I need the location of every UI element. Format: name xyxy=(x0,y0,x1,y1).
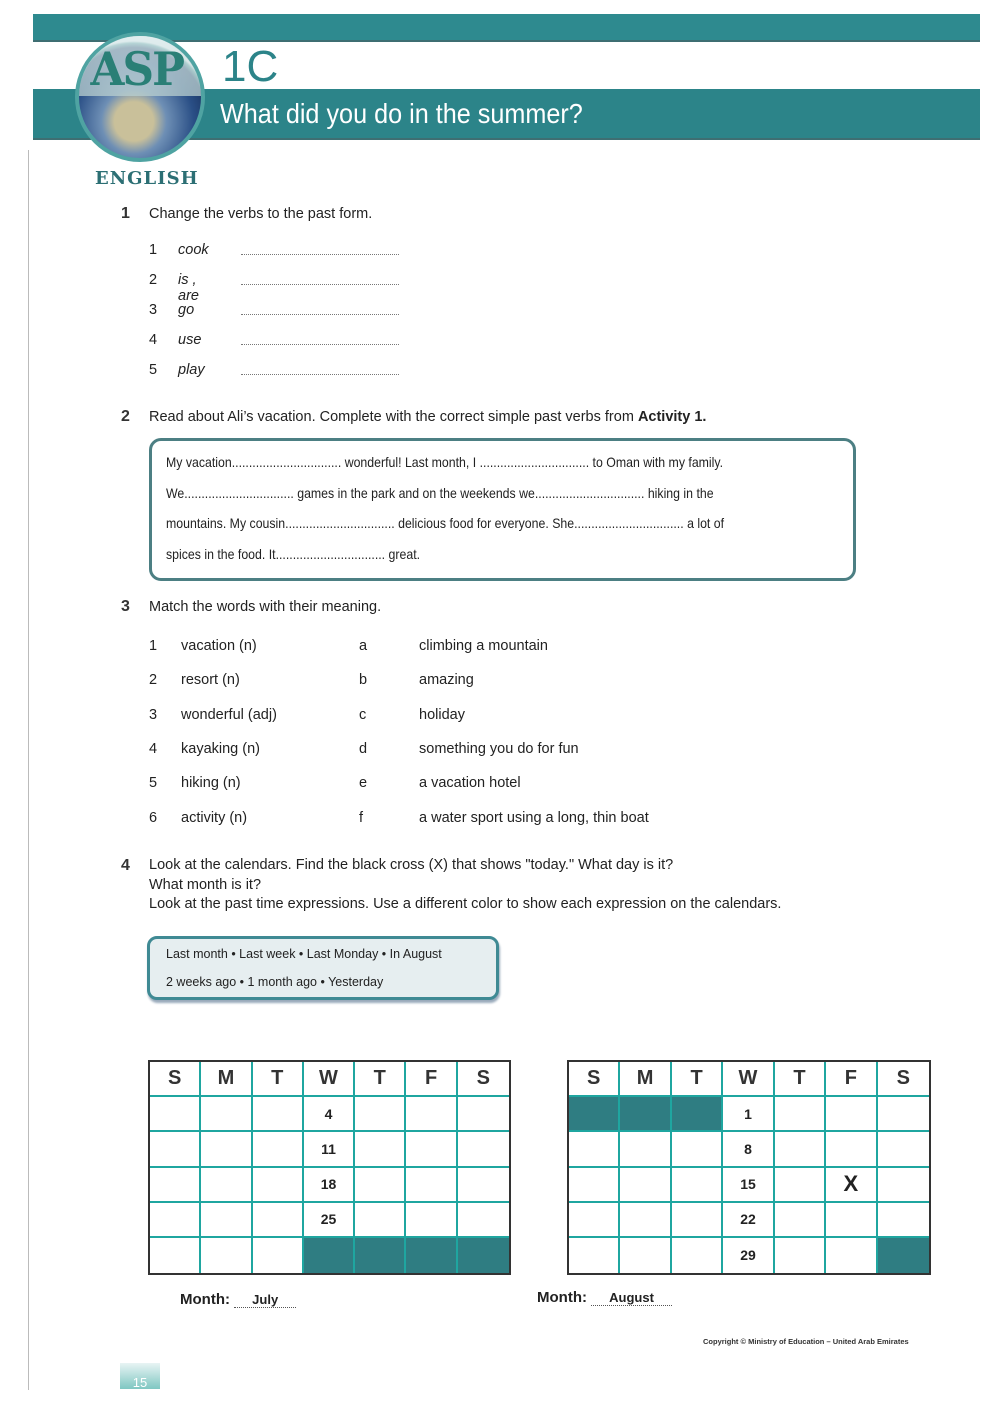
day-cell[interactable] xyxy=(775,1168,826,1203)
meaning-letter: d xyxy=(359,740,368,757)
month-label: Month: xyxy=(537,1289,587,1306)
day-cell[interactable]: 4 xyxy=(304,1097,355,1132)
match-row xyxy=(149,775,709,797)
day-cell[interactable] xyxy=(253,1097,304,1132)
day-cell[interactable]: 8 xyxy=(723,1132,774,1167)
day-cell[interactable]: 11 xyxy=(304,1132,355,1167)
item-number: 1 xyxy=(149,242,158,258)
activity-instruction xyxy=(149,409,706,425)
logo-text: ASP xyxy=(90,42,184,96)
activity-reference: Activity 1. xyxy=(637,409,707,425)
meaning[interactable]: a vacation hotel xyxy=(419,775,521,792)
time-expressions-box xyxy=(147,936,499,1000)
unused-day-cell xyxy=(620,1097,671,1132)
answer-blank[interactable] xyxy=(241,314,399,315)
day-cell[interactable] xyxy=(201,1203,252,1238)
unit-number: 1C xyxy=(222,42,279,91)
word-number: 3 xyxy=(149,706,158,723)
today-cross-mark[interactable]: X xyxy=(826,1168,877,1203)
story-line[interactable]: mountains. My cousin................................ delicious food for everyone. She................................ a lot of xyxy=(166,515,725,531)
day-cell[interactable] xyxy=(775,1097,826,1132)
day-cell[interactable] xyxy=(458,1132,509,1167)
day-cell[interactable] xyxy=(201,1168,252,1203)
day-cell[interactable] xyxy=(406,1203,457,1238)
item-number: 5 xyxy=(149,362,158,378)
day-cell[interactable] xyxy=(826,1097,877,1132)
day-cell[interactable] xyxy=(355,1097,406,1132)
meaning-letter: b xyxy=(359,672,368,689)
day-cell[interactable]: 29 xyxy=(723,1238,774,1273)
word-number: 4 xyxy=(149,740,158,757)
unused-day-cell xyxy=(672,1097,723,1132)
word-number: 1 xyxy=(149,638,158,654)
day-cell[interactable] xyxy=(672,1203,723,1238)
day-cell[interactable]: 15 xyxy=(723,1168,774,1203)
word[interactable]: activity (n) xyxy=(181,809,248,826)
day-header: F xyxy=(406,1062,457,1097)
day-cell[interactable] xyxy=(355,1132,406,1167)
verb-word: go xyxy=(178,302,195,318)
month-label: Month: xyxy=(180,1291,230,1308)
day-cell[interactable] xyxy=(406,1132,457,1167)
story-line[interactable]: We................................ games in the park and on the weekends we................................ hiking in the xyxy=(166,485,714,501)
day-cell[interactable] xyxy=(150,1168,201,1203)
unused-day-cell xyxy=(304,1238,355,1273)
meaning-letter: a xyxy=(359,638,368,654)
word-number: 5 xyxy=(149,775,158,792)
day-header: T xyxy=(775,1062,826,1097)
match-row xyxy=(149,707,709,729)
day-cell[interactable] xyxy=(150,1238,201,1273)
answer-blank[interactable] xyxy=(241,344,399,345)
meaning[interactable]: a water sport using a long, thin boat xyxy=(419,809,649,826)
unused-day-cell xyxy=(355,1238,406,1273)
month-field xyxy=(537,1289,672,1306)
day-cell[interactable] xyxy=(826,1132,877,1167)
word[interactable]: wonderful (adj) xyxy=(181,706,277,723)
day-header: S xyxy=(878,1062,929,1097)
day-header: T xyxy=(355,1062,406,1097)
word[interactable]: resort (n) xyxy=(181,672,240,689)
day-cell[interactable] xyxy=(620,1203,671,1238)
activity-instruction: Change the verbs to the past form. xyxy=(149,206,373,222)
answer-blank[interactable] xyxy=(241,374,399,375)
meaning-letter: c xyxy=(359,706,367,723)
activity-instruction: Look at the past time expressions. Use a different color to show each expression on the calendars. xyxy=(149,896,782,912)
day-cell[interactable] xyxy=(878,1132,929,1167)
day-cell[interactable]: 25 xyxy=(304,1203,355,1238)
item-number: 2 xyxy=(149,272,158,288)
calendar-july xyxy=(148,1060,511,1275)
meaning-letter: f xyxy=(359,809,364,826)
activity-number: 2 xyxy=(121,408,130,425)
day-header: S xyxy=(150,1062,201,1097)
match-row xyxy=(149,638,709,660)
day-cell[interactable] xyxy=(620,1238,671,1273)
verb-word: use xyxy=(178,332,202,348)
meaning[interactable]: holiday xyxy=(419,706,465,723)
answer-blank[interactable] xyxy=(241,254,399,255)
word[interactable]: kayaking (n) xyxy=(181,740,260,757)
day-cell[interactable] xyxy=(569,1238,620,1273)
word-number: 2 xyxy=(149,672,158,689)
meaning[interactable]: something you do for fun xyxy=(419,740,579,757)
month-value[interactable]: July xyxy=(234,1292,296,1308)
day-cell[interactable] xyxy=(458,1168,509,1203)
meaning-letter: e xyxy=(359,775,368,792)
day-header: F xyxy=(826,1062,877,1097)
day-cell[interactable] xyxy=(878,1203,929,1238)
day-cell[interactable] xyxy=(569,1132,620,1167)
match-row xyxy=(149,741,709,763)
day-cell[interactable] xyxy=(775,1132,826,1167)
item-number: 3 xyxy=(149,302,158,318)
answer-blank[interactable] xyxy=(241,284,399,285)
day-cell[interactable] xyxy=(355,1203,406,1238)
day-cell[interactable] xyxy=(775,1238,826,1273)
day-cell[interactable] xyxy=(150,1097,201,1132)
page-title: What did you do in the summer? xyxy=(220,98,583,129)
day-cell[interactable] xyxy=(458,1097,509,1132)
page-number: 15 xyxy=(120,1363,160,1389)
day-cell[interactable] xyxy=(406,1097,457,1132)
activity-number: 1 xyxy=(121,205,130,222)
subject-label: ENGLISH xyxy=(95,168,199,189)
unused-day-cell xyxy=(878,1238,929,1273)
unused-day-cell xyxy=(458,1238,509,1273)
day-cell[interactable] xyxy=(826,1203,877,1238)
page-margin-line xyxy=(28,150,29,1390)
day-header: S xyxy=(458,1062,509,1097)
story-line[interactable]: spices in the food. It................................ great. xyxy=(166,546,421,562)
story-line[interactable]: My vacation................................ wonderful! Last month, I ................................ to Oman with my family. xyxy=(166,454,724,470)
unused-day-cell xyxy=(406,1238,457,1273)
day-cell[interactable]: 18 xyxy=(304,1168,355,1203)
day-cell[interactable] xyxy=(569,1168,620,1203)
meaning[interactable]: amazing xyxy=(419,672,474,689)
activity-number: 4 xyxy=(121,857,130,874)
verb-word: is , are xyxy=(178,272,199,304)
day-cell[interactable] xyxy=(406,1168,457,1203)
day-cell[interactable] xyxy=(458,1203,509,1238)
match-row xyxy=(149,810,709,832)
meaning[interactable]: climbing a mountain xyxy=(419,638,548,654)
verb-word: cook xyxy=(178,242,209,258)
story-box xyxy=(149,438,856,581)
unused-day-cell xyxy=(569,1097,620,1132)
day-cell[interactable] xyxy=(253,1238,304,1273)
activity-instruction: Match the words with their meaning. xyxy=(149,599,382,615)
day-cell[interactable] xyxy=(150,1203,201,1238)
day-cell[interactable] xyxy=(878,1097,929,1132)
day-cell[interactable] xyxy=(672,1132,723,1167)
day-header: W xyxy=(304,1062,355,1097)
month-value[interactable]: August xyxy=(591,1290,672,1306)
day-cell[interactable] xyxy=(878,1168,929,1203)
match-row xyxy=(149,672,709,694)
month-field xyxy=(180,1291,296,1308)
instruction-text: Read about Ali’s vacation. Complete with the correct simple past verbs from xyxy=(149,409,638,425)
day-header: M xyxy=(620,1062,671,1097)
copyright-notice: Copyright © Ministry of Education – United Arab Emirates xyxy=(703,1337,909,1346)
day-cell[interactable] xyxy=(253,1203,304,1238)
day-cell[interactable] xyxy=(569,1203,620,1238)
day-cell[interactable] xyxy=(775,1203,826,1238)
day-cell[interactable] xyxy=(150,1132,201,1167)
word[interactable]: vacation (n) xyxy=(181,638,257,654)
day-cell[interactable] xyxy=(620,1168,671,1203)
day-header: M xyxy=(201,1062,252,1097)
header-band-top xyxy=(33,14,980,40)
calendar-august xyxy=(567,1060,931,1275)
day-cell[interactable] xyxy=(253,1168,304,1203)
day-cell[interactable] xyxy=(253,1132,304,1167)
word[interactable]: hiking (n) xyxy=(181,775,241,792)
verb-word: play xyxy=(178,362,205,378)
day-header: T xyxy=(253,1062,304,1097)
day-cell[interactable] xyxy=(672,1168,723,1203)
activity-number: 3 xyxy=(121,598,130,615)
day-header: T xyxy=(672,1062,723,1097)
word-number: 6 xyxy=(149,809,158,826)
day-cell[interactable] xyxy=(826,1238,877,1273)
expressions-line: 2 weeks ago • 1 month ago • Yesterday xyxy=(166,975,384,989)
day-header: S xyxy=(569,1062,620,1097)
day-cell[interactable] xyxy=(355,1168,406,1203)
day-cell[interactable] xyxy=(620,1132,671,1167)
activity-instruction: Look at the calendars. Find the black cross (X) that shows "today." What day is it? xyxy=(149,857,674,873)
day-cell[interactable]: 1 xyxy=(723,1097,774,1132)
day-cell[interactable]: 22 xyxy=(723,1203,774,1238)
day-cell[interactable] xyxy=(201,1238,252,1273)
activity-instruction: What month is it? xyxy=(149,877,262,893)
day-cell[interactable] xyxy=(201,1132,252,1167)
day-header: W xyxy=(723,1062,774,1097)
day-cell[interactable] xyxy=(201,1097,252,1132)
item-number: 4 xyxy=(149,332,158,348)
expressions-line: Last month • Last week • Last Monday • In August xyxy=(166,947,442,961)
day-cell[interactable] xyxy=(672,1238,723,1273)
